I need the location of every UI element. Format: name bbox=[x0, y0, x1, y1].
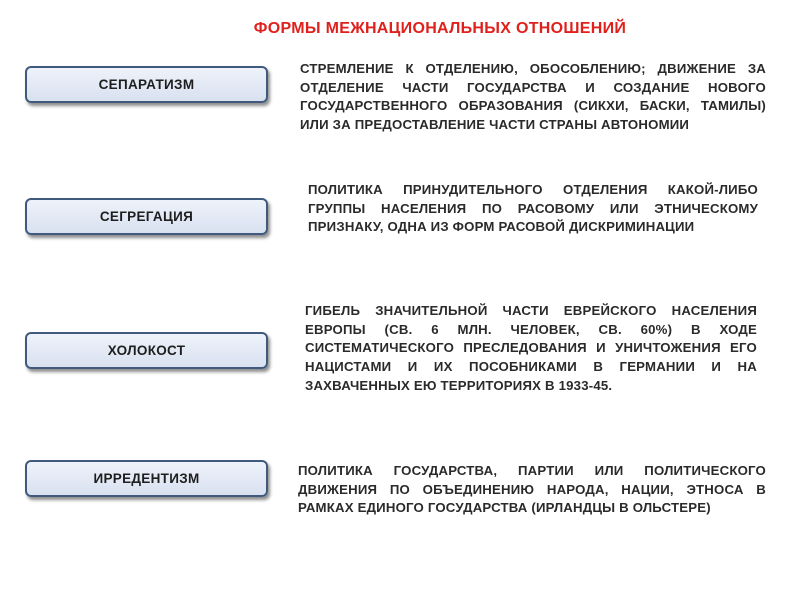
definition-segregation: ПОЛИТИКА ПРИНУДИТЕЛЬНОГО ОТДЕЛЕНИЯ КАКОЙ-ЛИБО ГРУППЫ НАСЕЛЕНИЯ ПО РАСОВОМУ ИЛИ ЭТНИЧЕСКОМУ ПРИЗНАКУ, ОДНА ИЗ ФОРМ РАСОВОЙ ДИСКРИМИНАЦИИ bbox=[308, 182, 758, 235]
term-box-segregation: СЕГРЕГАЦИЯ bbox=[25, 198, 268, 235]
definition-irredentism: ПОЛИТИКА ГОСУДАРСТВА, ПАРТИИ ИЛИ ПОЛИТИЧЕСКОГО ДВИЖЕНИЯ ПО ОБЪЕДИНЕНИЮ НАРОДА, НАЦИИ, ЭТНОСА В РАМКАХ ЕДИНОГО ГОСУДАРСТВА (ИРЛАНДЦЫ В ОЛЬСТЕРЕ) bbox=[298, 463, 766, 516]
definition-holocaust: ГИБЕЛЬ ЗНАЧИТЕЛЬНОЙ ЧАСТИ ЕВРЕЙСКОГО НАСЕЛЕНИЯ ЕВРОПЫ (СВ. 6 МЛН. ЧЕЛОВЕК, СВ. 60%) В ХОДЕ СИСТЕМАТИЧЕСКОГО ПРЕСЛЕДОВАНИЯ И УНИЧТОЖЕНИЯ ЕГО НАЦИСТАМИ И ИХ ПОСОБНИКАМИ В ГЕРМАНИИ И НА ЗАХВАЧЕННЫХ ЕЮ ТЕРРИТОРИЯХ В 1933-45. bbox=[305, 303, 757, 393]
term-box-separatism: СЕПАРАТИЗМ bbox=[25, 66, 268, 103]
definition-separatism: СТРЕМЛЕНИЕ К ОТДЕЛЕНИЮ, ОБОСОБЛЕНИЮ; ДВИЖЕНИЕ ЗА ОТДЕЛЕНИЕ ЧАСТИ ГОСУДАРСТВА И СОЗДАНИЕ НОВОГО ГОСУДАРСТВЕННОГО ОБРАЗОВАНИЯ (СИКХИ, БАСКИ, ТАМИЛЫ) ИЛИ ЗА ПРЕДОСТАВЛЕНИЕ ЧАСТИ СТРАНЫ АВТОНОМИИ bbox=[300, 61, 766, 133]
slide-title: ФОРМЫ МЕЖНАЦИОНАЛЬНЫХ ОТНОШЕНИЙ bbox=[253, 20, 627, 37]
term-box-holocaust: ХОЛОКОСТ bbox=[25, 332, 268, 369]
term-box-irredentism: ИРРЕДЕНТИЗМ bbox=[25, 460, 268, 497]
